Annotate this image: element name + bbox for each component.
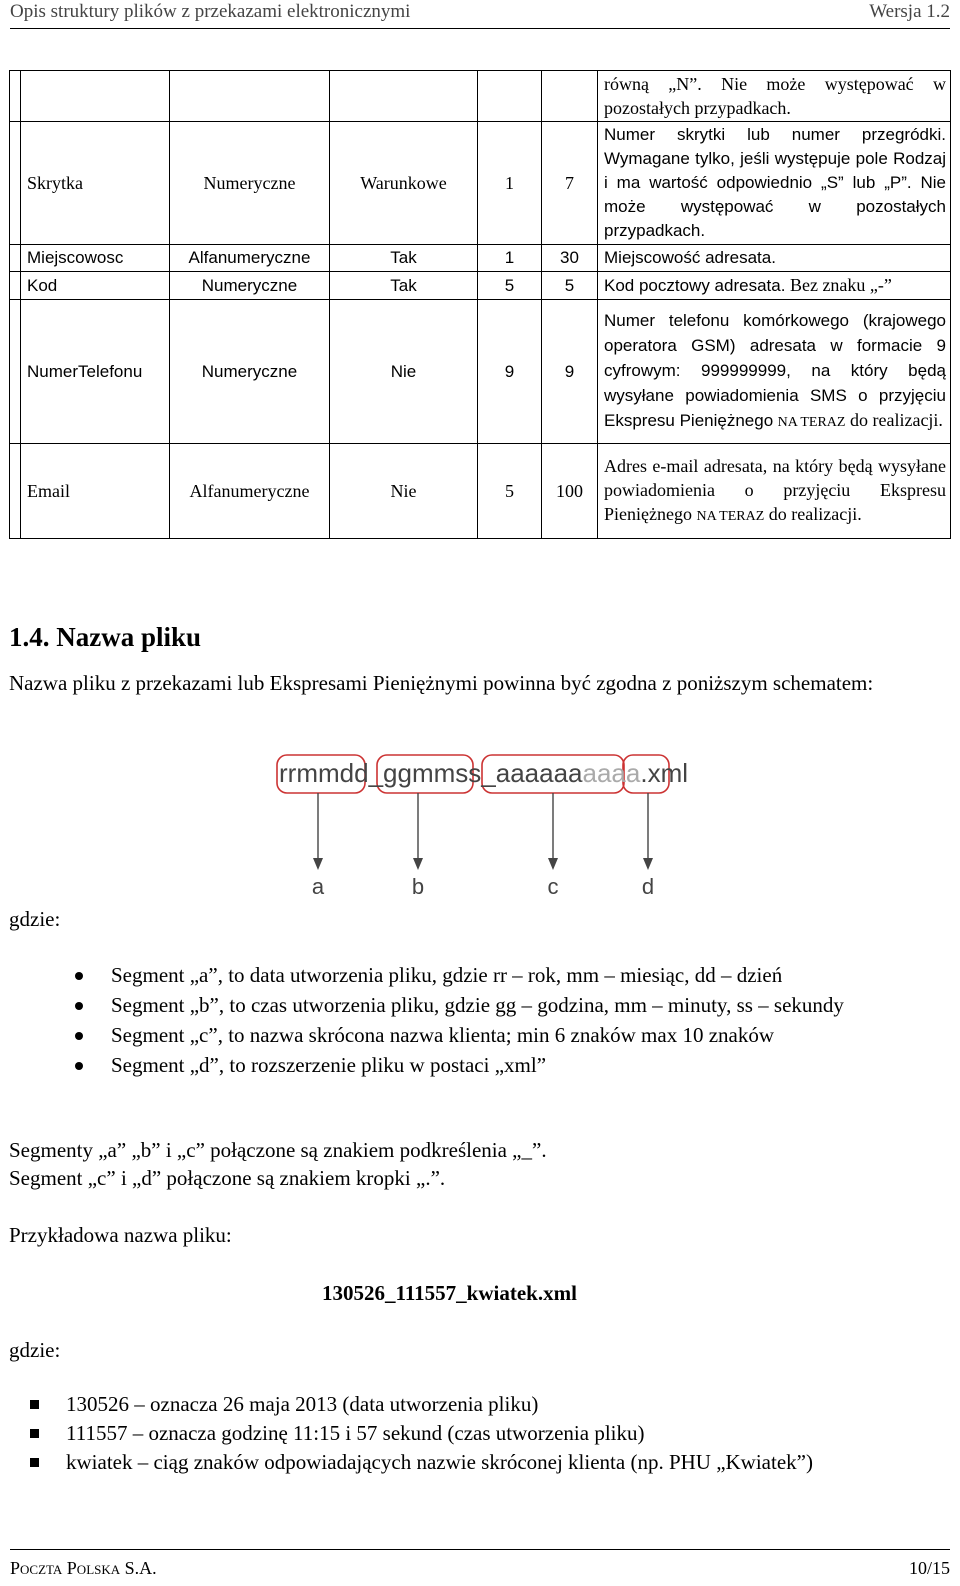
arrowhead-b [413, 858, 423, 870]
square-bullet-icon [30, 1400, 39, 1409]
label-a: a [311, 874, 325, 899]
header-version: Wersja 1.2 [869, 1, 950, 22]
separator-underscore: _ [481, 758, 496, 788]
field-spec-table [9, 70, 951, 539]
list-item [70, 1051, 938, 1080]
schema-text [279, 758, 688, 788]
table-cell-field: NumerTelefonu [21, 300, 170, 444]
description-end: do realizacji. [849, 410, 943, 430]
table-cell-min: 5 [478, 444, 542, 539]
bullet-icon [75, 1062, 83, 1070]
segment-labels [312, 874, 654, 899]
table-cell-max: 7 [542, 122, 598, 245]
arrowheads [313, 858, 653, 870]
table-cell-min: 5 [478, 272, 542, 300]
table-cell-required: Tak [330, 272, 478, 300]
separator-underscore: _ [368, 758, 384, 788]
table-cell-max: 30 [542, 245, 598, 272]
list-item [70, 1021, 938, 1050]
list-item-text: 130526 – oznacza 26 maja 2013 (data utworzenia pliku) [66, 1392, 539, 1416]
label-c: c [547, 874, 559, 899]
table-cell-min: 9 [478, 300, 542, 444]
arrowhead-c [548, 858, 558, 870]
page-footer [10, 1549, 950, 1586]
example-bullet-list [30, 1390, 940, 1477]
table-row [10, 122, 951, 245]
segments-join-note: Segmenty „a” „b” i „c” połączone są znakiem podkreślenia „_”. [9, 1138, 547, 1162]
table-cell-description [598, 444, 951, 539]
filename-schema-diagram [0, 740, 960, 900]
square-bullet-icon [30, 1429, 39, 1438]
table-cell-type: Numeryczne [170, 300, 330, 444]
description-note: Bez znaku „-” [789, 275, 892, 295]
description-end: do realizacji. [768, 503, 862, 524]
table-row [10, 71, 951, 122]
example-filename: 130526_111557_kwiatek.xml [322, 1281, 577, 1305]
segment-text-a: rrmmdd [279, 758, 369, 788]
header-title: Opis struktury plików z przekazami elektronicznymi [10, 1, 411, 22]
table-cell-type: Alfanumeryczne [170, 444, 330, 539]
table-cell-max: 5 [542, 272, 598, 300]
description-text: Kod pocztowy adresata. [604, 276, 786, 295]
section-heading: 1.4. Nazwa pliku [9, 622, 202, 652]
list-item-text: Segment „c”, to nazwa skrócona nazwa klienta; min 6 znaków max 10 znaków [111, 1023, 775, 1047]
segment-bullet-list [70, 961, 938, 1081]
page-number: 10/15 [908, 1558, 950, 1578]
where-label: gdzie: [9, 907, 61, 931]
table-cell-description: Numer skrytki lub numer przegródki. Wymagane tylko, jeśli występuje pole Rodzaj i ma wartość odpowiednio „S” lub „P”. Nie może występować w pozostałych przypadkach. [598, 122, 951, 245]
description-text: Numer telefonu komórkowego (krajowego operatora GSM) adresata w formacie 9 cyfrowym: 999999999, na który będą wysyłane powiadomienia SMS o przyjęciu Ekspresu Pieniężnego [604, 311, 946, 430]
table-cell-description: równą „N”. Nie może występować w pozostałych przypadkach. [598, 71, 951, 122]
bullet-icon [75, 1002, 83, 1010]
segments-dot-note: Segment „c” i „d” połączone są znakiem kropki „.”. [9, 1166, 446, 1190]
where-label: gdzie: [9, 1338, 61, 1362]
list-item [70, 961, 938, 990]
description-text: Adres e-mail adresata, na który będą wysyłane powiadomienia o przyjęciu Ekspresu Pieniężnego [604, 455, 946, 524]
label-d: d [641, 874, 655, 899]
list-item-text: 111557 – oznacza godzinę 11:15 i 57 sekund (czas utworzenia pliku) [66, 1421, 645, 1445]
table-cell-field: Skrytka [21, 122, 170, 245]
list-item [30, 1390, 940, 1419]
table-cell-description [598, 272, 951, 300]
square-bullet-icon [30, 1458, 39, 1467]
table-cell-max: 100 [542, 444, 598, 539]
page-header [10, 0, 950, 29]
intro-paragraph: Nazwa pliku z przekazami lub Ekspresami Pieniężnymi powinna być zgodna z poniższym schematem: [9, 671, 874, 695]
footer-company: Poczta Polska S.A. [10, 1558, 157, 1578]
table-row [10, 272, 951, 300]
table-cell-required: Nie [330, 444, 478, 539]
list-item [70, 991, 938, 1020]
list-item-text: Segment „b”, to czas utworzenia pliku, gdzie gg – godzina, mm – minuty, ss – sekundy [111, 993, 844, 1017]
table-cell-field: Miejscowosc [21, 245, 170, 272]
list-item-text: kwiatek – ciąg znaków odpowiadających nazwie skróconej klienta (np. PHU „Kwiatek”) [66, 1450, 813, 1474]
table-cell-required: Nie [330, 300, 478, 444]
table-cell-description [598, 300, 951, 444]
arrowhead-d [643, 858, 653, 870]
label-b: b [411, 874, 425, 899]
list-item [30, 1448, 940, 1477]
table-cell-field: Email [21, 444, 170, 539]
description-na-teraz: NA TERAZ [777, 415, 846, 430]
table-row [10, 444, 951, 539]
table-cell-type: Numeryczne [170, 272, 330, 300]
table-cell-max: 9 [542, 300, 598, 444]
description-na-teraz: NA TERAZ [696, 508, 765, 524]
arrowhead-a [313, 858, 323, 870]
list-item-text: Segment „a”, to data utworzenia pliku, gdzie rr – rok, mm – miesiąc, dd – dzień [111, 963, 783, 987]
list-item [30, 1419, 940, 1448]
table-cell-min: 1 [478, 245, 542, 272]
table-cell-required: Tak [330, 245, 478, 272]
arrows [318, 793, 648, 860]
table-cell-required: Warunkowe [330, 122, 478, 245]
table-row [10, 300, 951, 444]
list-item-text: Segment „d”, to rozszerzenie pliku w postaci „xml” [111, 1053, 547, 1077]
bullet-icon [75, 1032, 83, 1040]
bullet-icon [75, 972, 83, 980]
example-label: Przykładowa nazwa pliku: [9, 1223, 232, 1247]
table-cell-field: Kod [21, 272, 170, 300]
segment-text-b: ggmmss [383, 758, 482, 788]
segment-text-c-optional: aaaa [582, 758, 641, 788]
segment-text-d: .xml [640, 758, 689, 788]
table-cell-type: Alfanumeryczne [170, 245, 330, 272]
table-cell-type: Numeryczne [170, 122, 330, 245]
table-row [10, 245, 951, 272]
segment-text-c: aaaaaa [495, 758, 583, 788]
table-cell-min: 1 [478, 122, 542, 245]
table-cell-description: Miejscowość adresata. [598, 245, 951, 272]
